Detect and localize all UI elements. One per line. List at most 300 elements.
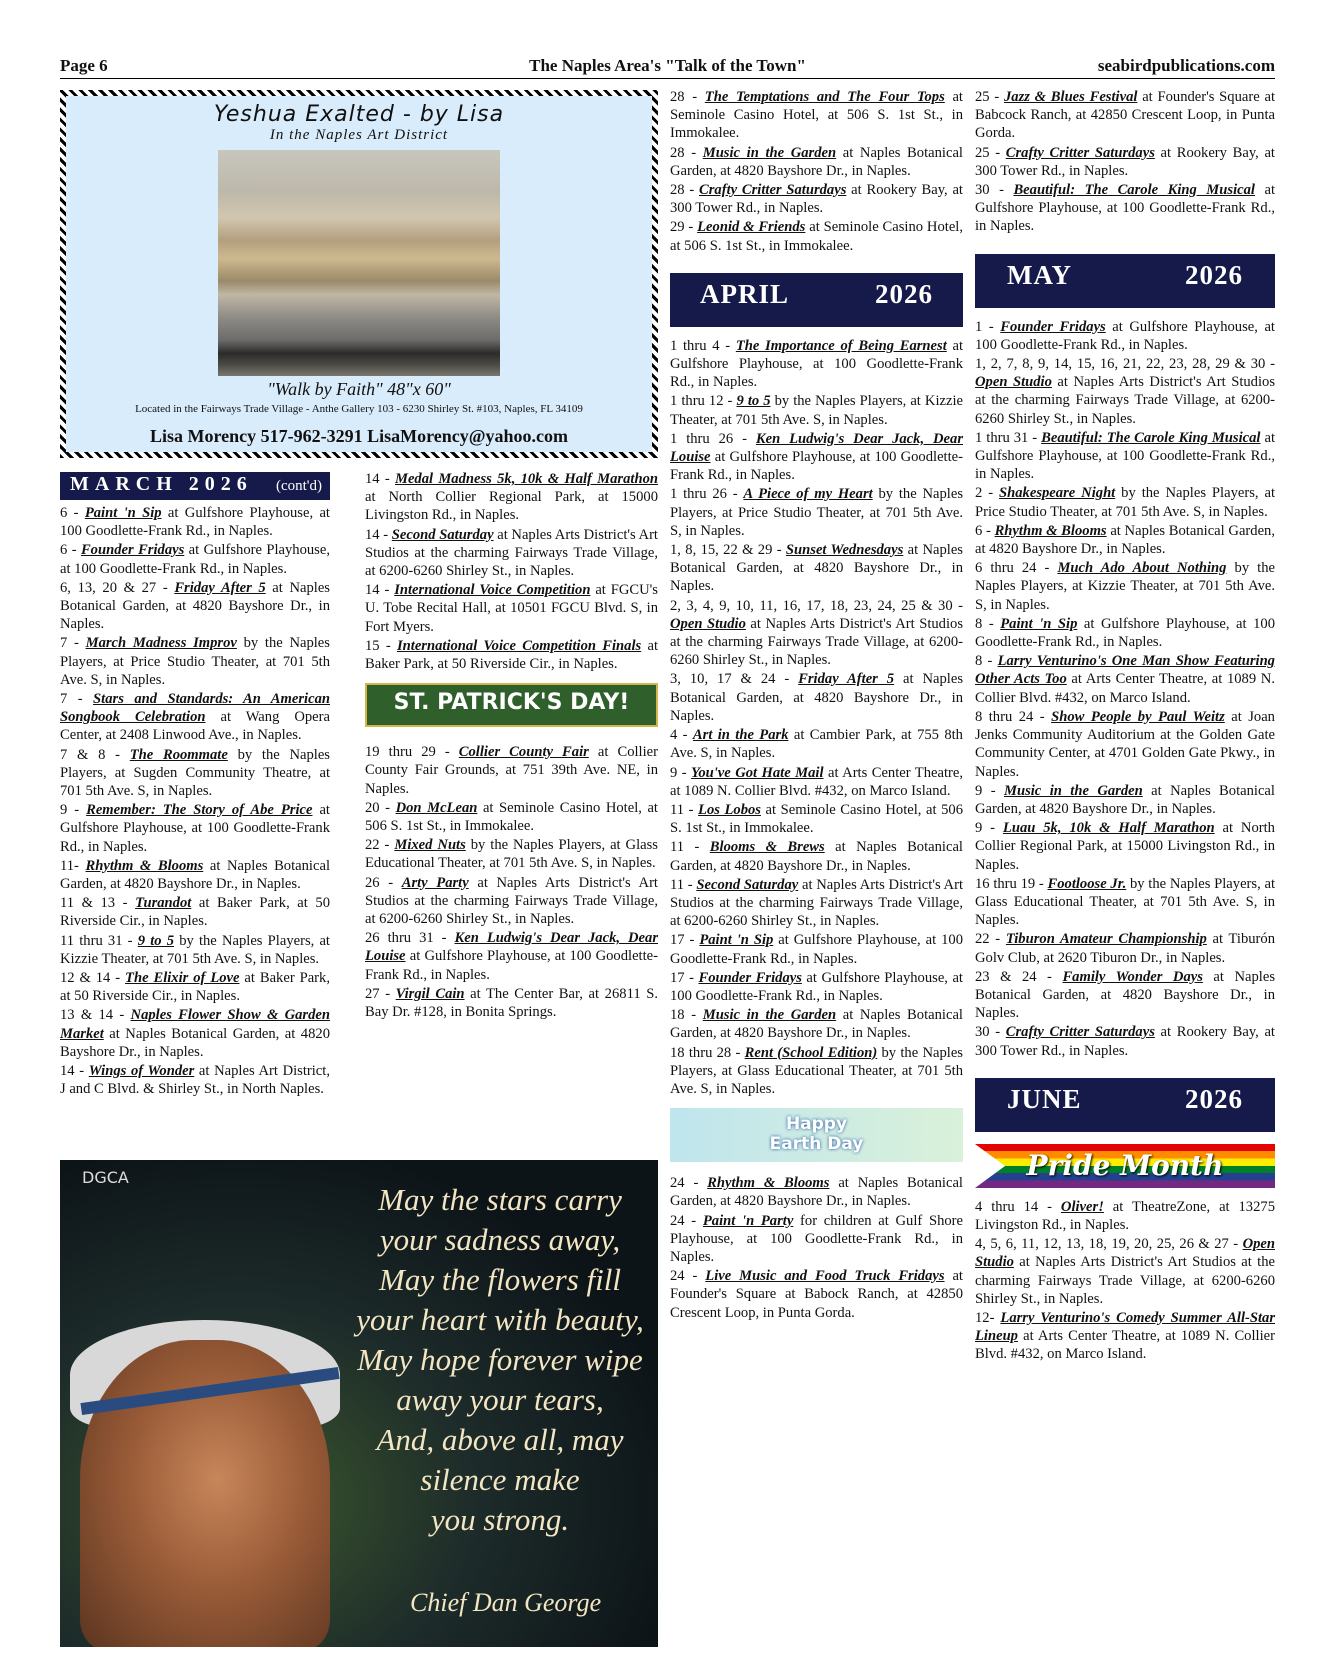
march-event-list-2: [365, 470, 658, 673]
event-name[interactable]: Music in the Garden: [1003, 782, 1143, 799]
event-name[interactable]: Arty Party: [401, 874, 469, 891]
event-entry: [975, 144, 1275, 180]
event-details: at Naples Art District, J and C Blvd. & Shirley St., in North Naples.: [60, 1063, 330, 1098]
event-entry: [975, 968, 1275, 1023]
event-entry: [365, 874, 658, 929]
event-details: at Naples Arts District's Art Studios at the charming Fairways Trade Village, at 6200-6260 Shirley St., in Naples.: [975, 374, 1275, 427]
ad-title: Yeshua Exalted - by Lisa: [213, 102, 505, 127]
event-name[interactable]: Friday After 5: [174, 579, 266, 596]
event-name[interactable]: 9 to 5: [137, 932, 175, 949]
event-date: 12-: [975, 1309, 1001, 1326]
event-date: 11-: [60, 857, 86, 874]
event-date: 17 -: [670, 932, 700, 949]
quote-line: May hope forever wipe: [357, 1342, 643, 1377]
event-date: 7 -: [60, 691, 94, 708]
event-details: at Wang Opera Center, at 2408 Linwood Ave., in Naples.: [60, 709, 330, 744]
event-entry: [670, 392, 963, 428]
event-details: at TheatreZone, at 13275 Livingston Rd., in Naples.: [975, 1198, 1275, 1233]
event-details: at Founder's Square at Babcock Ranch, at 42850 Crescent Loop, in Punta Gorda.: [975, 89, 1275, 142]
event-name[interactable]: Show People by Paul Weitz: [1051, 708, 1225, 725]
event-entry: [670, 485, 963, 540]
event-details: at North Collier Regional Park, at 15000 Livingston Rd., in Naples.: [975, 820, 1275, 873]
event-details: at Seminole Casino Hotel, at 506 S. 1st St., in Immokalee.: [670, 801, 963, 837]
event-entry: [670, 1267, 963, 1322]
event-details: by the Naples Players, at Kizzie Theater, at 701 5th Ave. S, in Naples.: [975, 560, 1275, 613]
event-date: 11 & 13 -: [60, 895, 136, 912]
event-date: 15 -: [365, 637, 397, 654]
event-date: 11 -: [670, 876, 697, 893]
event-date: 7 & 8 -: [60, 746, 130, 763]
event-date: 24 -: [670, 1175, 708, 1192]
event-date: 26 -: [365, 874, 402, 891]
event-date: 14 -: [365, 471, 395, 487]
event-name[interactable]: Founder Fridays: [1000, 318, 1106, 335]
event-details: by the Naples Players, at Price Studio Theater, at 701 5th Ave. S, in Naples.: [670, 486, 963, 539]
event-entry: [670, 218, 963, 254]
event-entry: [975, 615, 1275, 651]
artist-contact: Lisa Morency 517-962-3291 LisaMorency@yahoo.com: [149, 426, 569, 446]
event-details: by the Naples Players, at Glass Educational Theater, at 701 5th Ave. S, in Naples.: [365, 837, 658, 872]
event-details: at Arts Center Theatre, at 1089 N. Collier Blvd. #432, on Marco Island.: [975, 1328, 1275, 1363]
event-date: 1 thru 31 -: [975, 429, 1042, 446]
event-date: 23 & 24 -: [975, 968, 1063, 985]
event-date: 4, 5, 6, 11, 12, 13, 18, 19, 20, 25, 26 & 27 -: [975, 1236, 1243, 1253]
event-details: at Naples Botanical Garden, at 4820 Bayshore Dr., in Naples.: [670, 839, 963, 874]
event-entry: [670, 1044, 963, 1099]
event-details: at Naples Botanical Garden, at 4820 Bayshore Dr., in Naples.: [975, 968, 1275, 1022]
event-entry: [365, 470, 658, 525]
event-name[interactable]: Larry Venturino's Comedy Summer All-Star Lineup: [975, 1309, 1276, 1345]
event-date: 13 & 14 -: [60, 1007, 131, 1024]
event-entry: [975, 652, 1275, 707]
event-details: at Baker Park, at 50 Riverside Cir., in Naples.: [60, 895, 330, 930]
st-patricks-day-banner: ST. PATRICK'S DAY!: [365, 683, 658, 727]
event-entry: [60, 690, 330, 745]
quote-line: May the stars carry: [378, 1182, 622, 1217]
event-entry: [975, 484, 1275, 520]
event-name[interactable]: The Elixir of Love: [125, 970, 240, 987]
event-name[interactable]: 9 to 5: [736, 393, 771, 410]
event-date: 14 -: [60, 1063, 89, 1080]
event-details: at Naples Botanical Garden, at 4820 Bayshore Dr., in Naples.: [670, 671, 963, 724]
event-entry: [670, 726, 963, 762]
event-entry: [670, 181, 963, 217]
event-entry: [670, 801, 963, 837]
event-date: 14 -: [365, 526, 392, 543]
event-details: at Gulfshore Playhouse, at 100 Goodlette-Frank Rd., in Naples.: [670, 449, 963, 484]
event-name[interactable]: Oliver!: [1060, 1198, 1104, 1215]
event-date: 27 -: [365, 985, 396, 1002]
event-details: at Rookery Bay, at 300 Tower Rd., in Naples.: [975, 1024, 1275, 1059]
event-name[interactable]: Rent (School Edition): [744, 1044, 878, 1061]
event-details: by the Naples Players, at Price Studio Theater, at 701 5th Ave. S, in Naples.: [60, 635, 330, 688]
pride-month-banner: [975, 1144, 1275, 1188]
event-name[interactable]: Sunset Wednesdays: [785, 542, 904, 559]
june-event-list: [975, 1198, 1275, 1364]
event-details: at Gulfshore Playhouse, at 100 Goodlette-Frank Rd., in Naples.: [670, 969, 963, 1004]
event-name[interactable]: Shakespeare Night: [999, 485, 1116, 502]
event-details: at The Center Bar, at 26811 S. Bay Dr. #128, in Bonita Springs.: [365, 985, 658, 1021]
event-details: at Naples Arts District's Art Studios at the charming Fairways Trade Village, at 6200-6260 Shirley St., in Naples.: [975, 1254, 1275, 1307]
april-event-list: [670, 337, 963, 1098]
event-details: at Naples Botanical Garden, at 4820 Bayshore Dr., in Naples.: [670, 1007, 963, 1042]
event-details: at Founder's Square at Babock Ranch, at 42850 Crescent Loop, in Punta Gorda.: [670, 1268, 963, 1321]
event-name[interactable]: Crafty Critter Saturdays: [699, 182, 847, 199]
event-entry: [60, 932, 330, 968]
event-details: at Seminole Casino Hotel, at 506 S. 1st St., in Immokalee.: [365, 799, 658, 835]
event-date: 2 -: [975, 485, 1000, 502]
event-date: 11 -: [670, 839, 710, 856]
event-date: 1 thru 26 -: [670, 430, 756, 447]
event-entry: [975, 875, 1275, 930]
event-date: 1 thru 12 -: [670, 393, 737, 410]
event-name[interactable]: The Temptations and The Four Tops: [704, 89, 945, 105]
event-entry: [975, 522, 1275, 558]
april-end-event-list: [975, 88, 1275, 236]
quote-line: you strong.: [430, 1502, 570, 1537]
event-name[interactable]: Crafty Critter Saturdays: [1005, 144, 1155, 161]
event-entry: [60, 969, 330, 1005]
event-name[interactable]: Friday After 5: [798, 671, 895, 688]
event-name[interactable]: Music in the Garden: [702, 1007, 837, 1024]
event-entry: [60, 634, 330, 689]
event-details: at Gulfshore Playhouse, at 100 Goodlette-Frank Rd., in Naples.: [60, 505, 330, 540]
event-details: at Naples Botanical Garden, at 4820 Bayshore Dr., in Naples.: [60, 579, 330, 633]
event-entry: [365, 637, 658, 673]
event-entry: [60, 504, 330, 540]
event-name[interactable]: Wings of Wonder: [88, 1063, 195, 1080]
event-details: at Arts Center Theatre, at 1089 N. Collier Blvd. #432, on Marco Island.: [975, 671, 1275, 706]
event-name[interactable]: International Voice Competition Finals: [396, 637, 642, 654]
event-name[interactable]: Ken Ludwig's Dear Jack, Dear Louise: [670, 430, 963, 466]
event-date: 4 thru 14 -: [975, 1198, 1061, 1215]
event-date: 29 -: [670, 219, 698, 236]
event-name[interactable]: Open Studio: [670, 615, 746, 632]
event-date: 16 thru 19 -: [975, 875, 1048, 892]
event-entry: [670, 1174, 963, 1210]
event-entry: [365, 929, 658, 984]
event-entry: [975, 429, 1275, 484]
event-details: at Gulfshore Playhouse, at 100 Goodlette-Frank Rd., in Naples.: [60, 542, 330, 577]
event-date: 28 -: [670, 182, 699, 199]
event-date: 28 -: [670, 89, 705, 105]
april-column: [670, 88, 963, 1323]
event-details: at Naples Arts District's Art Studios at the charming Fairways Trade Village, at 6200-6260 Shirley St., in Naples.: [365, 874, 658, 928]
event-details: at Naples Botanical Garden, at 4820 Bayshore Dr., in Naples.: [60, 1025, 330, 1060]
event-date: 25 -: [975, 144, 1006, 161]
event-date: 6 thru 24 -: [975, 560, 1058, 577]
event-entry: [670, 1006, 963, 1042]
event-name[interactable]: Founder Fridays: [80, 542, 185, 559]
event-entry: [975, 930, 1275, 966]
event-name[interactable]: Music in the Garden: [702, 144, 837, 161]
event-details: at Cambier Park, at 755 8th Ave. S, in Naples.: [670, 727, 963, 762]
event-name[interactable]: Paint 'n Sip: [84, 505, 162, 521]
event-name[interactable]: Much Ado About Nothing: [1057, 560, 1227, 577]
event-date: 6 -: [975, 522, 995, 539]
event-entry: [670, 876, 963, 931]
event-date: 6 -: [60, 542, 81, 559]
event-name[interactable]: You've Got Hate Mail: [691, 764, 824, 781]
event-date: 1, 8, 15, 22 & 29 -: [670, 542, 786, 559]
event-entry: [670, 931, 963, 967]
event-details: at Naples Botanical Garden, at 4820 Bayshore Dr., in Naples.: [670, 1175, 963, 1210]
event-entry: [975, 318, 1275, 354]
painting-image: [218, 150, 500, 376]
event-name[interactable]: Jazz & Blues Festival: [1003, 89, 1138, 105]
quote-line: silence make: [420, 1462, 580, 1497]
event-details: at Naples Arts District's Art Studios at the charming Fairways Trade Village, at 6200-6260 Shirley St., in Naples.: [365, 526, 658, 580]
event-date: 2, 3, 4, 9, 10, 11, 16, 17, 18, 23, 24, 25 & 30 -: [670, 597, 963, 614]
event-entry: [670, 764, 963, 800]
event-date: 9 -: [975, 782, 1004, 799]
event-name[interactable]: Virgil Cain: [395, 985, 465, 1002]
event-entry: [60, 1006, 330, 1061]
event-details: at Gulfshore Playhouse, at 100 Goodlette-Frank Rd., in Naples.: [975, 182, 1275, 235]
event-details: by the Naples Players, at Kizzie Theater, at 701 5th Ave. S, in Naples.: [670, 393, 963, 428]
event-date: 1 thru 4 -: [670, 337, 736, 354]
event-entry: [60, 894, 330, 930]
event-name[interactable]: Blooms & Brews: [709, 839, 825, 856]
event-name[interactable]: Live Music and Food Truck Fridays: [705, 1268, 945, 1285]
event-details: at Rookery Bay, at 300 Tower Rd., in Naples.: [975, 144, 1275, 179]
event-details: at Naples Arts District's Art Studios at the charming Fairways Trade Village, at 6200-6260 Shirley St., in Naples.: [670, 615, 963, 669]
event-name[interactable]: Second Saturday: [391, 526, 494, 543]
event-details: at Joan Jenks Community Auditorium at the Golden Gate Community Center, at 4701 Golden Gate Pkwy., in Naples.: [975, 708, 1275, 780]
event-name[interactable]: Stars and Standards: An American Songbook Celebration: [60, 691, 330, 726]
page-header: [60, 56, 1275, 79]
event-date: 28 -: [670, 144, 703, 161]
event-name[interactable]: The Importance of Being Earnest: [735, 337, 947, 354]
event-details: at Gulfshore Playhouse, at 100 Goodlette-Frank Rd., in Naples.: [670, 337, 964, 391]
event-date: 8 -: [975, 615, 1001, 632]
april-month: APRIL: [700, 278, 790, 309]
event-date: 1, 2, 7, 8, 9, 14, 15, 16, 21, 22, 23, 28, 29 & 30 -: [975, 356, 1275, 373]
continued-label: (cont'd): [275, 478, 322, 494]
event-date: 7 -: [60, 635, 86, 652]
event-name[interactable]: A Piece of my Heart: [743, 486, 873, 503]
event-details: at Seminole Casino Hotel, at 506 S. 1st St., in Immokalee.: [670, 89, 963, 142]
event-date: 25 -: [975, 89, 1004, 105]
march-event-list-3: [365, 743, 658, 1021]
event-date: 1 -: [975, 318, 1001, 335]
event-entry: [975, 1235, 1275, 1308]
quote-line: May the flowers fill: [379, 1262, 621, 1297]
event-name[interactable]: Medal Madness 5k, 10k & Half Marathon: [394, 471, 658, 487]
event-name[interactable]: Naples Flower Show & Garden Market: [60, 1007, 330, 1042]
event-details: at Gulfshore Playhouse, at 100 Goodlette-Frank Rd., in Naples.: [365, 948, 658, 983]
event-entry: [60, 579, 330, 634]
event-name[interactable]: Rhythm & Blooms: [994, 522, 1107, 539]
event-name[interactable]: Leonid & Friends: [697, 219, 806, 236]
event-date: 24 -: [670, 1212, 703, 1229]
april-year: 2026: [875, 278, 933, 309]
event-entry: [60, 857, 330, 893]
event-name[interactable]: Second Saturday: [696, 876, 799, 893]
quote-text: [350, 1180, 650, 1540]
event-entry: [670, 1212, 963, 1267]
event-name[interactable]: Luau 5k, 10k & Half Marathon: [1002, 820, 1215, 837]
june-month: JUNE: [1007, 1083, 1082, 1114]
event-name[interactable]: Mixed Nuts: [394, 837, 466, 854]
event-date: 26 thru 31 -: [365, 930, 455, 947]
may-year: 2026: [1185, 259, 1243, 290]
earth-day-line1: Happy: [785, 1114, 848, 1135]
event-name[interactable]: Family Wonder Days: [1062, 968, 1203, 985]
event-details: at Gulfshore Playhouse, at 100 Goodlette-Frank Rd., in Naples.: [975, 318, 1275, 353]
event-entry: [670, 597, 963, 670]
event-details: at Naples Botanical Garden, at 4820 Bayshore Dr., in Naples.: [975, 782, 1275, 817]
event-entry: [365, 743, 658, 798]
march-column: [60, 472, 330, 1100]
event-entry: [670, 144, 963, 180]
event-name[interactable]: Founder Fridays: [698, 969, 802, 986]
quote-poster: [60, 1160, 658, 1647]
quote-line: your sadness away,: [379, 1222, 621, 1257]
event-entry: [365, 799, 658, 835]
may-heading: [975, 254, 1275, 308]
event-entry: [365, 526, 658, 581]
event-details: at Gulfshore Playhouse, at 100 Goodlette-Frank Rd., in Naples.: [975, 429, 1275, 483]
event-name[interactable]: Paint 'n Sip: [699, 932, 774, 949]
event-entry: [670, 969, 963, 1005]
event-date: 9 -: [670, 764, 692, 781]
event-entry: [60, 746, 330, 801]
event-name[interactable]: Beautiful: The Carole King Musical: [1013, 182, 1255, 199]
event-date: 22 -: [975, 931, 1006, 948]
event-entry: [670, 838, 963, 874]
event-entry: [60, 1062, 330, 1098]
quote-line: away your tears,: [396, 1382, 604, 1417]
april-heading: [670, 273, 963, 327]
event-entry: [365, 581, 658, 636]
event-name[interactable]: Footloose Jr.: [1047, 875, 1127, 892]
event-details: at Rookery Bay, at 300 Tower Rd., in Naples.: [670, 182, 963, 217]
event-details: at Naples Botanical Garden, at 4820 Bayshore Dr., in Naples.: [60, 857, 330, 893]
pride-month-label: Pride Month: [1026, 1148, 1224, 1182]
event-date: 9 -: [60, 802, 87, 819]
publication-title: The Naples Area's "Talk of the Town": [529, 56, 806, 75]
event-name[interactable]: March Madness Improv: [85, 635, 237, 652]
event-details: for children at Gulf Shore Playhouse, at 100 Goodlette-Frank Rd., in Naples.: [670, 1212, 964, 1265]
event-date: 3, 10, 17 & 24 -: [670, 671, 799, 688]
event-details: at North Collier Regional Park, at 15000 Livingston Rd., in Naples.: [365, 489, 658, 524]
april-event-list-2: [670, 1174, 963, 1322]
event-name[interactable]: Paint 'n Sip: [1000, 615, 1078, 632]
event-entry: [670, 88, 963, 143]
event-date: 1 thru 26 -: [670, 486, 744, 503]
event-date: 30 -: [975, 182, 1014, 199]
event-date: 11 -: [670, 801, 699, 818]
event-details: by the Naples Players, at Price Studio Theater, at 701 5th Ave. S, in Naples.: [975, 485, 1275, 520]
event-details: at Naples Arts District's Art Studios at the charming Fairways Trade Village, at 6200-6260 Shirley St., in Naples.: [670, 876, 964, 930]
event-name[interactable]: Open Studio: [975, 1236, 1275, 1271]
march-title: MARCH 2026: [70, 473, 253, 495]
event-name[interactable]: Larry Venturino's One Man Show Featuring Other Acts Too: [975, 653, 1275, 688]
event-entry: [365, 836, 658, 872]
event-details: by the Naples Players, at Kizzie Theater, at 701 5th Ave. S, in Naples.: [60, 932, 330, 967]
event-name[interactable]: Open Studio: [975, 374, 1052, 391]
event-date: 6 -: [60, 505, 85, 521]
event-name[interactable]: Don McLean: [395, 799, 478, 816]
event-name[interactable]: Rhythm & Blooms: [85, 857, 204, 874]
quote-line: your heart with beauty,: [356, 1302, 644, 1337]
march-event-list: [60, 504, 330, 1099]
event-date: 20 -: [365, 799, 396, 816]
event-details: at Collier County Fair Grounds, at 751 39th Ave. NE, in Naples.: [365, 744, 658, 797]
event-details: at Gulfshore Playhouse, at 100 Goodlette-Frank Rd., in Naples.: [60, 802, 330, 855]
event-name[interactable]: Turandot: [135, 895, 192, 912]
event-name[interactable]: Los Lobos: [698, 801, 761, 818]
event-date: 22 -: [365, 837, 395, 854]
event-name[interactable]: Paint 'n Party: [702, 1212, 794, 1229]
event-entry: [670, 430, 963, 485]
earth-day-banner: [670, 1108, 963, 1162]
event-details: at Seminole Casino Hotel, at 506 S. 1st St., in Immokalee.: [670, 219, 963, 254]
event-date: 8 -: [975, 653, 998, 670]
poster-tag: DGCA: [82, 1168, 129, 1187]
march-end-event-list: [670, 88, 963, 255]
event-details: by the Naples Players, at Sugden Community Theatre, at 701 5th Ave. S, in Naples.: [60, 746, 330, 800]
event-entry: [60, 541, 330, 577]
event-details: at FGCU's U. Tobe Recital Hall, at 10501 FGCU Blvd. S, in Fort Myers.: [365, 582, 658, 635]
event-name[interactable]: Tiburon Amateur Championship: [1005, 931, 1207, 948]
event-details: at Baker Park, at 50 Riverside Cir., in Naples.: [60, 970, 330, 1005]
event-details: at Tiburón Golv Club, at 2620 Tiburon Dr., in Naples.: [975, 931, 1275, 966]
event-name[interactable]: Art in the Park: [692, 727, 789, 744]
event-entry: [975, 708, 1275, 781]
event-entry: [975, 181, 1275, 236]
event-entry: [670, 337, 963, 392]
june-year: 2026: [1185, 1083, 1243, 1114]
event-entry: [975, 1309, 1275, 1364]
event-name[interactable]: Collier County Fair: [458, 744, 589, 761]
event-date: 12 & 14 -: [60, 970, 126, 987]
event-details: at Gulfshore Playhouse, at 100 Goodlette-Frank Rd., in Naples.: [670, 932, 963, 967]
event-date: 14 -: [365, 582, 395, 599]
event-entry: [975, 1198, 1275, 1234]
event-entry: [670, 670, 963, 725]
event-name[interactable]: The Roommate: [129, 746, 228, 763]
event-date: 4 -: [670, 727, 693, 744]
event-name[interactable]: International Voice Competition: [394, 582, 591, 599]
event-name[interactable]: Beautiful: The Carole King Musical: [1041, 429, 1261, 446]
event-date: 17 -: [670, 969, 699, 986]
event-entry: [975, 1023, 1275, 1059]
art-advertisement: [60, 90, 658, 458]
event-details: by the Naples Players, at Glass Educational Theater, at 701 5th Ave. S, in Naples.: [975, 875, 1276, 929]
event-entry: [975, 819, 1275, 874]
event-entry: [670, 541, 963, 596]
event-name[interactable]: Remember: The Story of Abe Price: [86, 802, 313, 819]
event-entry: [975, 88, 1275, 143]
website-link[interactable]: seabirdpublications.com: [1097, 56, 1275, 75]
event-details: at Arts Center Theatre, at 1089 N. Collier Blvd. #432, on Marco Island.: [670, 764, 964, 799]
march-column-2: [365, 470, 658, 1022]
event-name[interactable]: Rhythm & Blooms: [707, 1175, 830, 1192]
event-date: 18 thru 28 -: [670, 1044, 745, 1061]
ad-panel: [66, 96, 652, 452]
may-event-list: [975, 318, 1275, 1060]
event-date: 19 thru 29 -: [365, 744, 459, 761]
event-name[interactable]: Ken Ludwig's Dear Jack, Dear Louise: [365, 930, 658, 965]
june-heading: [975, 1078, 1275, 1132]
event-name[interactable]: Crafty Critter Saturdays: [1005, 1024, 1155, 1041]
event-details: by the Naples Players, at Glass Educational Theater, at 701 5th Ave. S, in Naples.: [670, 1044, 963, 1097]
event-entry: [365, 985, 658, 1021]
event-date: 24 -: [670, 1268, 706, 1285]
event-date: 6, 13, 20 & 27 -: [60, 579, 175, 596]
